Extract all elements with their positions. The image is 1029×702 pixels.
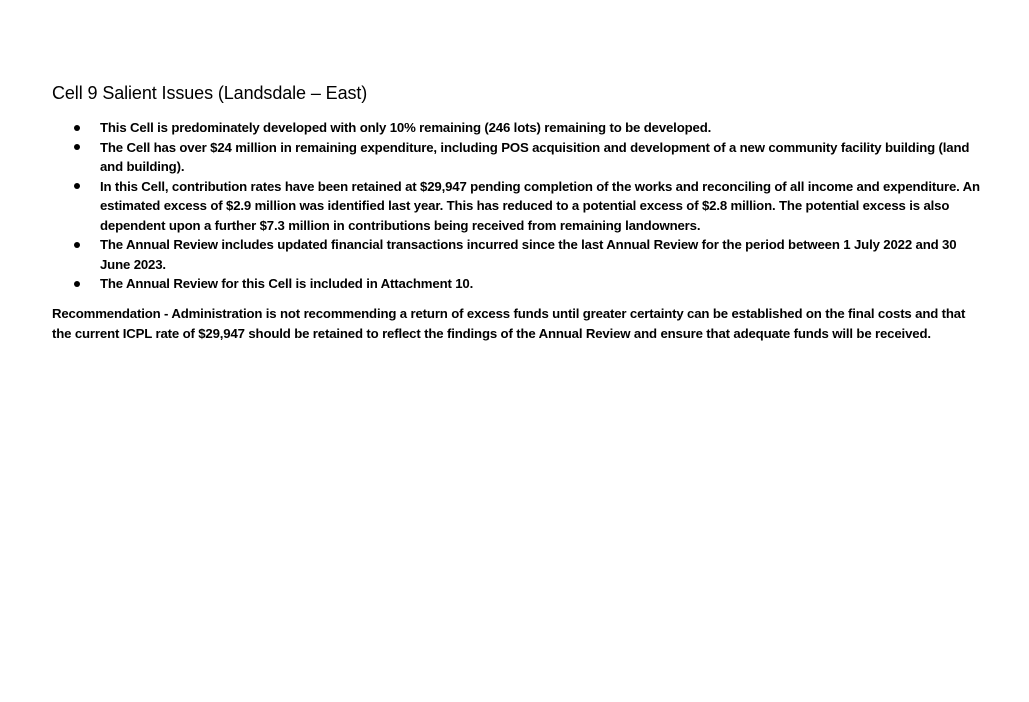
list-item xyxy=(52,118,982,138)
salient-issues-list xyxy=(52,118,982,294)
list-item-text: The Cell has over $24 million in remaining expenditure, including POS acquisition and development of a new community facility building (land and building). xyxy=(100,139,970,174)
bullet-icon xyxy=(74,125,80,131)
bullet-icon xyxy=(74,281,80,287)
bullet-icon xyxy=(74,242,80,248)
list-item xyxy=(52,274,982,294)
list-item-text: This Cell is predominately developed with only 10% remaining (246 lots) remaining to be developed. xyxy=(100,120,712,135)
list-item-text: The Annual Review for this Cell is included in Attachment 10. xyxy=(100,276,474,291)
bullet-icon xyxy=(74,144,80,150)
list-item-text: The Annual Review includes updated financial transactions incurred since the last Annual Review for the period between 1 July 2022 and 30 June 2023. xyxy=(100,237,957,272)
section-heading: Cell 9 Salient Issues (Landsdale – East) xyxy=(52,83,368,103)
list-item xyxy=(52,138,982,177)
list-item xyxy=(52,235,982,274)
list-item xyxy=(52,177,982,236)
bullet-icon xyxy=(74,183,80,189)
list-item-text: In this Cell, contribution rates have been retained at $29,947 pending completion of the works and reconciling of all income and expenditure. An estimated excess of $2.9 million was identified last year. This has reduced to a potential excess of $2.8 million. The potential excess is also dependent upon a further $7.3 million in contributions being received from remaining landowners. xyxy=(100,178,980,233)
recommendation-paragraph: Recommendation - Administration is not recommending a return of excess funds until greater certainty can be established on the final costs and that the current ICPL rate of $29,947 should be retained to reflect the findings of the Annual Review and ensure that adequate funds will be received. xyxy=(52,306,966,341)
